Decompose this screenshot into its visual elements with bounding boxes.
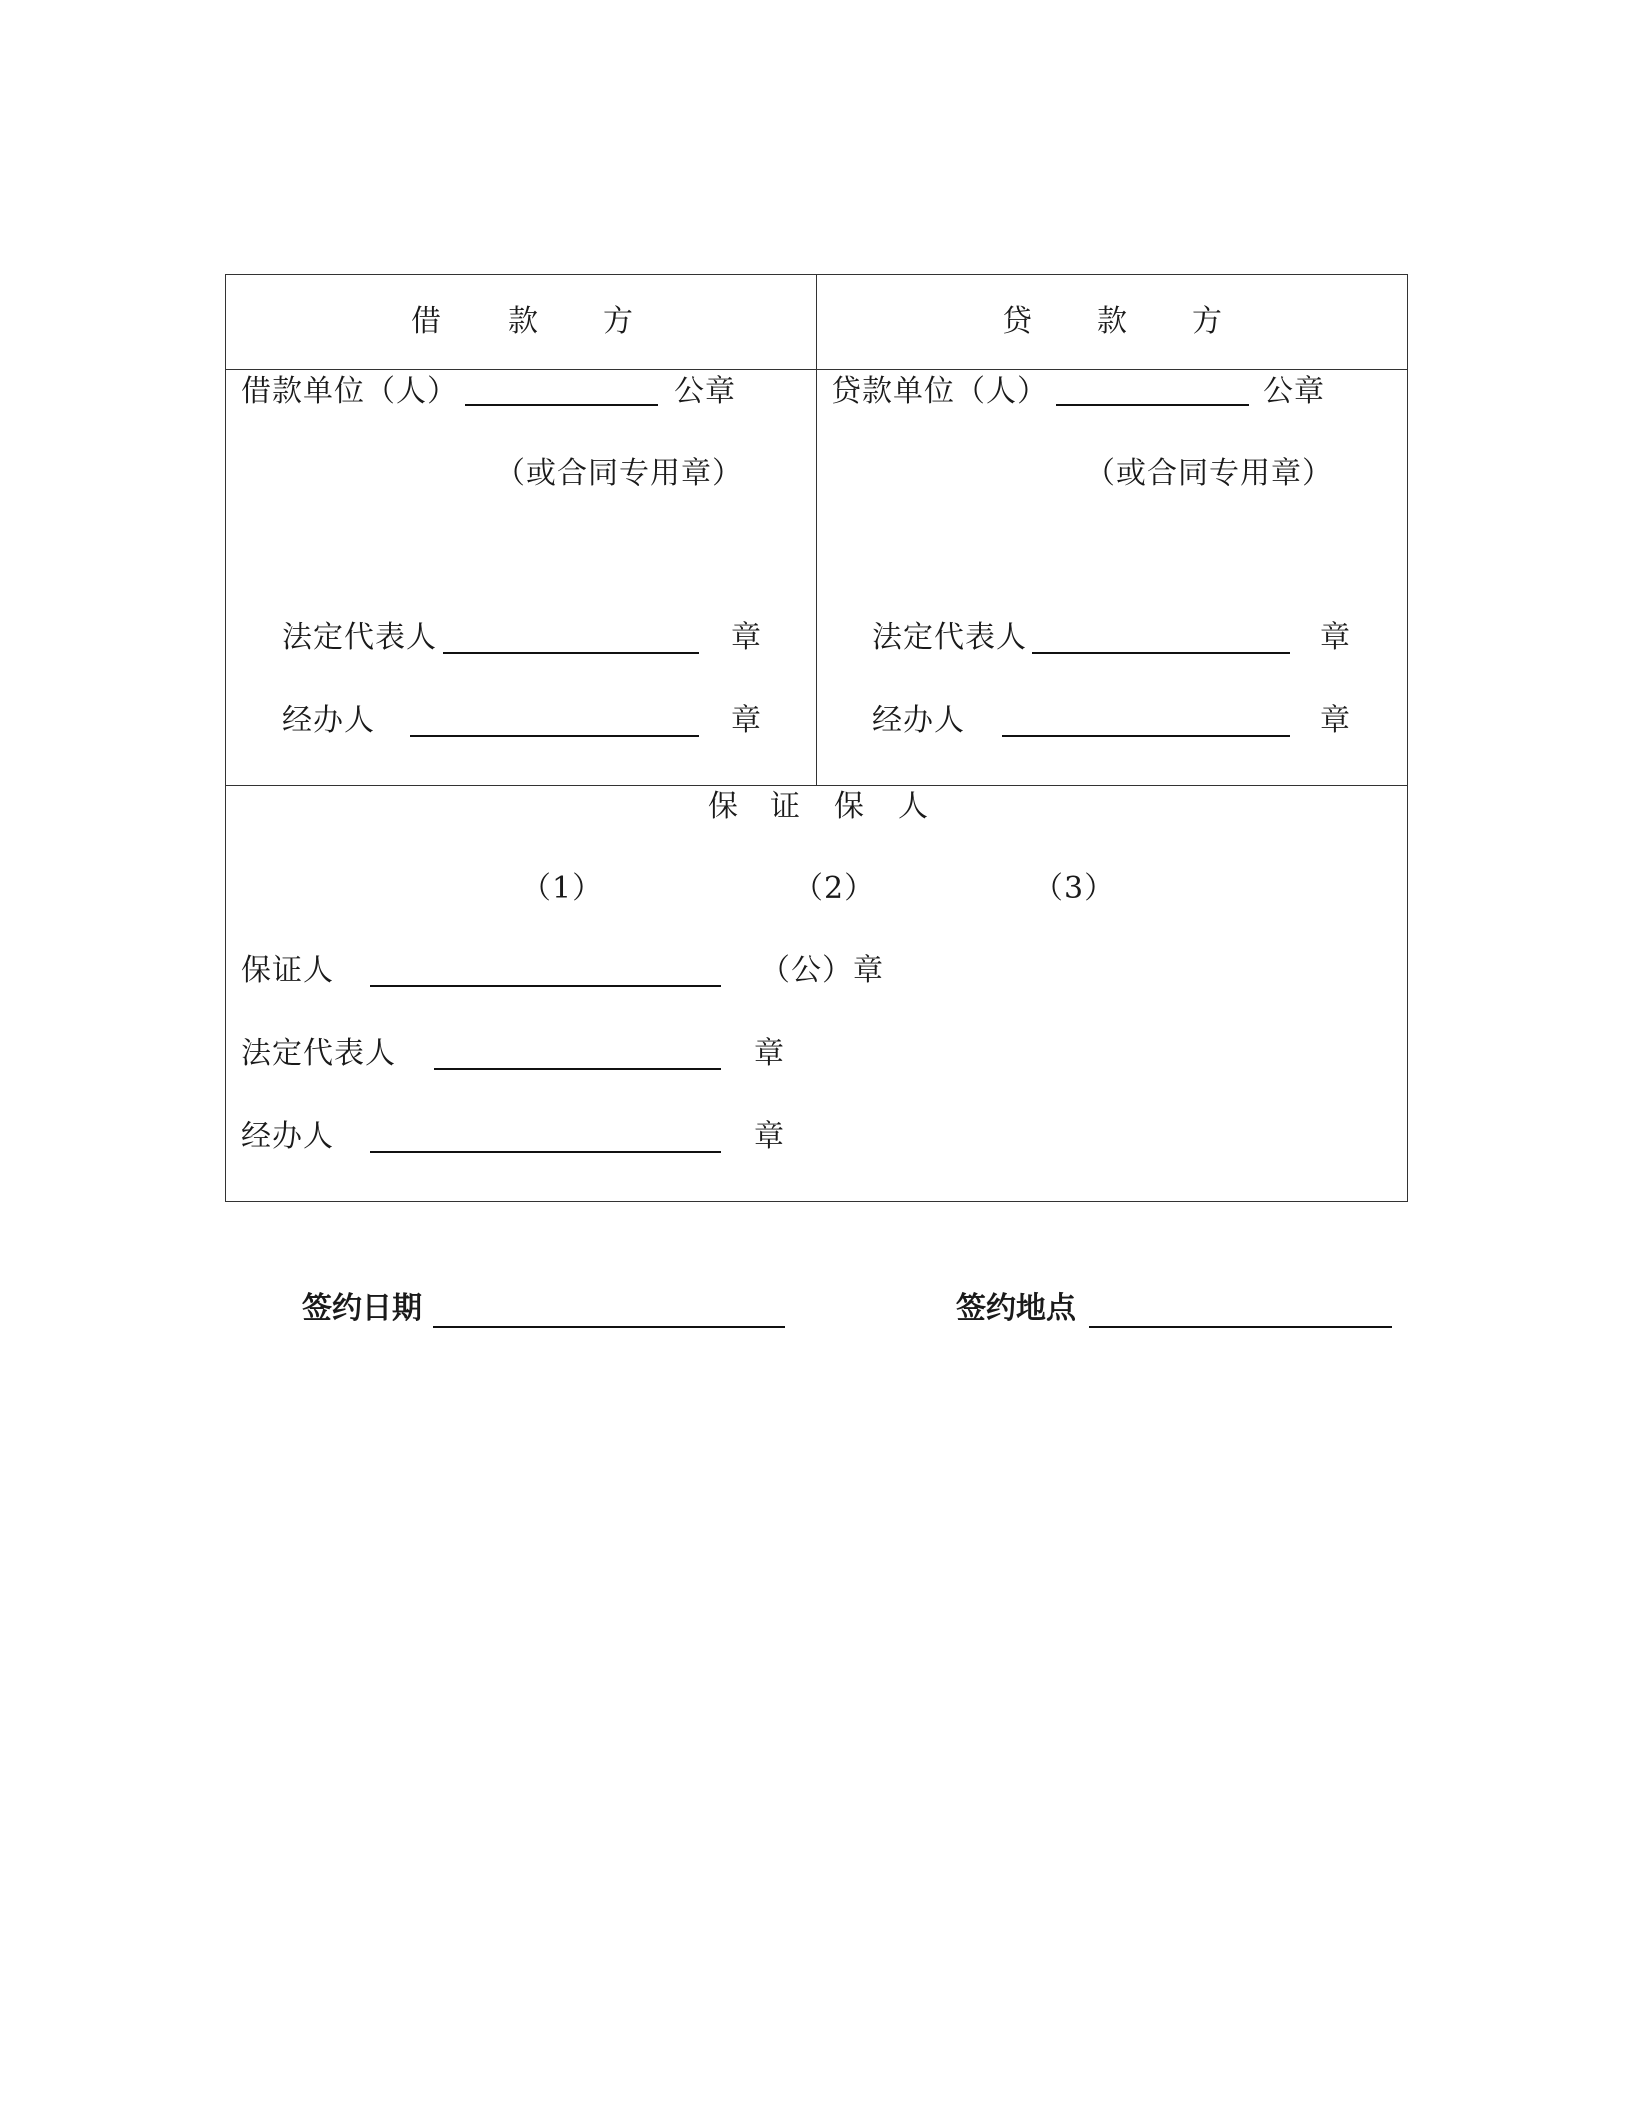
lender-legal-rep-blank[interactable] <box>1032 652 1290 654</box>
lender-unit-blank[interactable] <box>1056 404 1249 406</box>
borrower-legal-rep-suffix: 章 <box>731 620 762 655</box>
guarantor-divider <box>225 785 1408 786</box>
guarantor-legal-rep-label: 法定代表人 <box>241 1036 396 1071</box>
borrower-handler-label: 经办人 <box>282 703 375 738</box>
lender-handler-blank[interactable] <box>1002 735 1290 737</box>
lender-contract-seal-note: （或合同专用章） <box>1085 456 1333 491</box>
borrower-heading-char: 借 <box>411 304 441 339</box>
lender-handler-suffix: 章 <box>1320 703 1351 738</box>
lender-legal-rep-label: 法定代表人 <box>872 620 1027 655</box>
guarantor-handler-suffix: 章 <box>754 1119 785 1154</box>
signing-date-label: 签约日期 <box>302 1291 422 1326</box>
guarantor-number: （1） <box>521 871 604 906</box>
guarantor-label: 保证人 <box>241 953 334 988</box>
guarantor-heading-char: 保 <box>708 789 738 824</box>
guarantor-number: （3） <box>1033 871 1116 906</box>
guarantor-heading-char: 人 <box>898 789 928 824</box>
guarantor-heading-char: 证 <box>770 789 800 824</box>
header-divider <box>225 369 1408 370</box>
borrower-unit-label: 借款单位（人） <box>241 374 458 409</box>
borrower-heading-char: 方 <box>603 304 633 339</box>
guarantor-number: （2） <box>793 871 876 906</box>
borrower-unit-suffix: 公章 <box>674 374 736 409</box>
borrower-handler-blank[interactable] <box>410 735 699 737</box>
signing-date-blank[interactable] <box>433 1326 785 1328</box>
lender-legal-rep-suffix: 章 <box>1320 620 1351 655</box>
lender-handler-label: 经办人 <box>872 703 965 738</box>
lender-unit-label: 贷款单位（人） <box>831 374 1048 409</box>
guarantor-suffix: （公）章 <box>760 953 884 988</box>
guarantor-legal-rep-suffix: 章 <box>754 1036 785 1071</box>
borrower-handler-suffix: 章 <box>731 703 762 738</box>
borrower-contract-seal-note: （或合同专用章） <box>495 456 743 491</box>
borrower-unit-blank[interactable] <box>465 404 658 406</box>
lender-unit-suffix: 公章 <box>1263 374 1325 409</box>
lender-heading-char: 款 <box>1097 304 1127 339</box>
borrower-legal-rep-label: 法定代表人 <box>282 620 437 655</box>
signing-place-blank[interactable] <box>1089 1326 1392 1328</box>
guarantor-handler-blank[interactable] <box>370 1151 721 1153</box>
guarantor-blank[interactable] <box>370 985 721 987</box>
signing-place-label: 签约地点 <box>956 1291 1076 1326</box>
lender-heading-char: 贷 <box>1002 304 1032 339</box>
lender-heading-char: 方 <box>1192 304 1222 339</box>
guarantor-handler-label: 经办人 <box>241 1119 334 1154</box>
guarantor-heading-char: 保 <box>834 789 864 824</box>
column-divider <box>816 274 817 786</box>
borrower-heading-char: 款 <box>508 304 538 339</box>
borrower-legal-rep-blank[interactable] <box>443 652 699 654</box>
guarantor-legal-rep-blank[interactable] <box>434 1068 721 1070</box>
